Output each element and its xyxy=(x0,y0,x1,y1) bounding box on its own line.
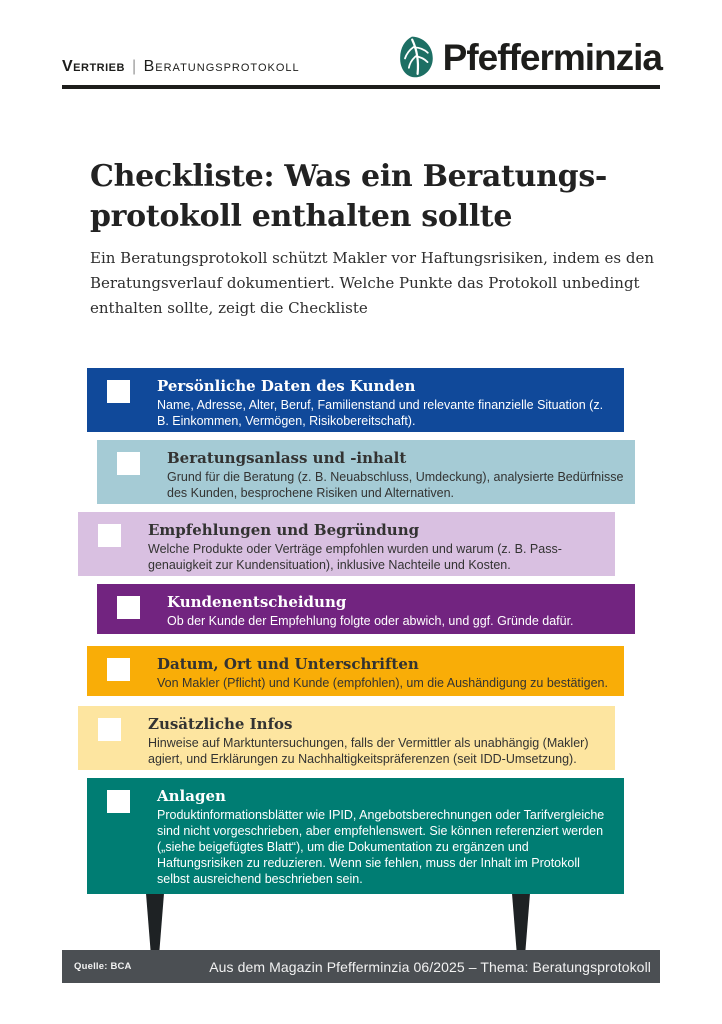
checklist-item-title: Zusätzliche Infos xyxy=(148,715,293,733)
checkbox-icon[interactable] xyxy=(107,658,130,681)
checkbox-icon[interactable] xyxy=(107,790,130,813)
checkbox-icon[interactable] xyxy=(98,718,121,741)
checkbox-icon[interactable] xyxy=(117,452,140,475)
checklist-item-datum-ort-unterschriften xyxy=(87,646,624,696)
page-title-line2: protokoll enthalten sollte xyxy=(90,199,513,234)
checklist-item-title: Datum, Ort und Unterschriften xyxy=(157,655,419,673)
checklist-item-title: Kundenentscheidung xyxy=(167,593,347,611)
page-title-line1: Checkliste: Was ein Beratungs- xyxy=(90,159,608,194)
sign-leg-left xyxy=(141,894,169,950)
checklist-item-text xyxy=(167,449,625,501)
checkbox-icon[interactable] xyxy=(117,596,140,619)
checklist-item-body: Von Makler (Pflicht) und Kunde (empfohlen), um die Aushändigung zu bestätigen. xyxy=(157,676,608,690)
checklist-item-text xyxy=(157,377,614,429)
checklist-item-text xyxy=(157,787,614,887)
checklist-item-zusaetzliche-infos xyxy=(78,706,615,770)
header-divider xyxy=(62,85,660,89)
checklist-item-persoenliche-daten xyxy=(87,368,624,432)
checklist-item-empfehlungen xyxy=(78,512,615,576)
sign-leg-right xyxy=(507,894,535,950)
checklist-item-title: Empfehlungen und Begründung xyxy=(148,521,420,539)
intro-paragraph: Ein Beratungsprotokoll schützt Makler vor Haftungsrisiken, indem es den Beratungsverlauf dokumentiert. Welche Punkte das Protokoll unbedingt enthalten sollte, zeigt die Checkliste xyxy=(90,249,655,317)
page-title xyxy=(90,157,607,237)
checklist-item-text xyxy=(157,655,608,691)
source-label: Quelle: BCA xyxy=(74,961,132,972)
checklist-item-text xyxy=(148,715,605,767)
checklist-item-body: Produktinformationsblätter wie IPID, Angebotsberechnungen oder Tarifvergleiche sind nicht vorgeschrieben, aber empfehlenswert. Sie können referenziert werden („siehe beigefügtes Blatt“), um die Dokumentation zu ergänzen und Haftungsrisiken zu reduzieren. Wenn sie fehlen, muss der Inhalt im Protokoll selbst ausreichend beschrieben sein. xyxy=(157,808,605,886)
checklist-item-body: Grund für die Beratung (z. B. Neuabschluss, Umdeckung), analysierte Bedürfnisse des Kunden, besprochene Risiken und Alternativen. xyxy=(167,470,624,500)
kicker-separator: | xyxy=(131,58,137,75)
checklist-item-body: Name, Adresse, Alter, Beruf, Familienstand und relevante finanzielle Situation (z. B. Einkommen, Vermögen, Risikobereitschaft). xyxy=(157,398,604,428)
checklist-item-text xyxy=(167,593,574,629)
attribution-text: Aus dem Magazin Pfefferminzia 06/2025 – Thema: Beratungsprotokoll xyxy=(209,958,651,975)
pfefferminzia-logo xyxy=(395,34,662,80)
checklist-item-anlagen xyxy=(87,778,624,894)
checklist-item-body: Ob der Kunde der Empfehlung folgte oder abwich, und ggf. Gründe dafür. xyxy=(167,614,574,628)
checklist-item-body: Welche Produkte oder Verträge empfohlen wurden und warum (z. B. Passgenauigkeit zur Kundensituation), inklusive Nachteile und Kosten. xyxy=(148,542,562,572)
checklist-item-text xyxy=(148,521,605,573)
kicker-topic: Beratungsprotokoll xyxy=(143,58,300,75)
kicker-category: Vertrieb xyxy=(62,58,125,75)
breadcrumb xyxy=(62,58,300,76)
brand-wordmark: Pfefferminzia xyxy=(442,36,662,78)
checklist-item-kundenentscheidung xyxy=(97,584,635,634)
checklist-item-body: Hinweise auf Marktuntersuchungen, falls der Vermittler als unabhängig (Makler) agiert, und Erklärungen zu Nachhaltigkeitspräferenzen (seit IDD-Umsetzung). xyxy=(148,736,589,766)
footer-bar xyxy=(62,950,660,983)
checklist-item-title: Anlagen xyxy=(157,787,226,805)
checklist-item-title: Persönliche Daten des Kunden xyxy=(157,377,416,395)
checkbox-icon[interactable] xyxy=(107,380,130,403)
pfefferminzia-leaf-icon xyxy=(395,34,439,80)
checkbox-icon[interactable] xyxy=(98,524,121,547)
checklist-item-title: Beratungsanlass und -inhalt xyxy=(167,449,407,467)
checklist-item-beratungsanlass xyxy=(97,440,635,504)
